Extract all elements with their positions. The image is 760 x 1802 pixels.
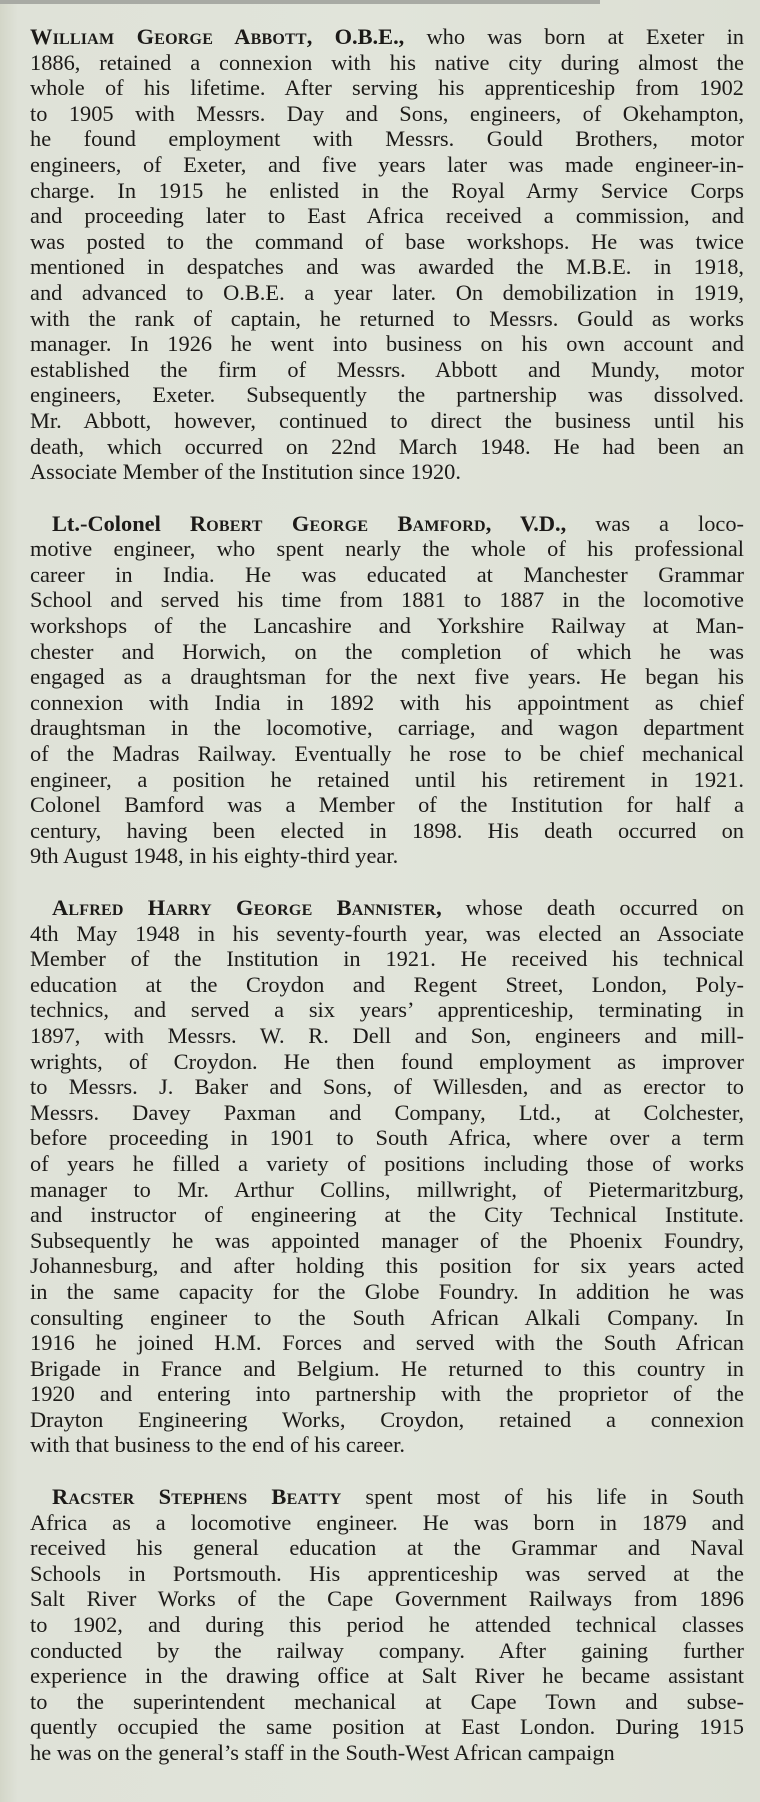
text-line: 9th August 1948, in his eighty-third year.	[30, 843, 399, 869]
person-name: Alfred Harry George Bannister	[52, 895, 437, 920]
text-line: technics, and served a six years’ apprenticeship, terminating in	[30, 997, 744, 1023]
text-line: Mr. Abbott, however, continued to direct the business until his	[30, 407, 744, 433]
text-line: engaged as a draughtsman for the next five years. He began his	[30, 664, 744, 690]
text-line: he found employment with Messrs. Gould Brothers, motor	[30, 126, 744, 152]
text-line: wrights, of Croydon. He then found employment as improver	[30, 1048, 744, 1074]
text-line: to the superintendent mechanical at Cape Town and subse-	[30, 1688, 744, 1714]
text-line: with the rank of captain, he returned to Messrs. Gould as works	[30, 305, 744, 331]
text-line: was posted to the command of base workshops. He was twice	[30, 228, 744, 254]
text-line: century, having been elected in 1898. His death occurred on	[30, 817, 744, 843]
entry-text: who was born at Exeter in	[404, 24, 745, 49]
text-line: 4th May 1948 in his seventy-fourth year, was elected an Associate	[30, 920, 744, 946]
obituary-entry-abbott	[30, 24, 744, 485]
person-honours: , V.D.,	[485, 510, 567, 536]
text-line: draughtsman in the locomotive, carriage, and wagon department	[30, 715, 744, 741]
obituary-entry-bamford	[30, 511, 744, 869]
text-line	[30, 511, 744, 537]
page-top-edge	[0, 0, 600, 4]
text-line: Drayton Engineering Works, Croydon, retained a connexion	[30, 1406, 744, 1432]
text-line: of the Madras Railway. Eventually he rose to be chief mechanical	[30, 741, 744, 767]
text-line: with that business to the end of his career.	[30, 1432, 405, 1458]
text-line: death, which occurred on 22nd March 1948. He had been an	[30, 433, 744, 459]
entry-text: whose death occurred on	[441, 895, 745, 920]
text-line: experience in the drawing office at Salt River he became assistant	[30, 1663, 744, 1689]
text-line: workshops of the Lancashire and Yorkshire Railway at Man-	[30, 613, 744, 639]
text-line: to 1905 with Messrs. Day and Sons, engineers, of Okehampton,	[30, 100, 744, 126]
text-line: engineers, of Exeter, and five years later was made engineer-in-	[30, 151, 744, 177]
person-name: Racster Stephens Beatty	[52, 1484, 342, 1510]
text-line: Associate Member of the Institution since 1920.	[30, 459, 461, 485]
text-line: engineers, Exeter. Subsequently the partnership was dissolved.	[30, 382, 744, 408]
text-line: Colonel Bamford was a Member of the Institution for half a	[30, 792, 744, 818]
text-line: conducted by the railway company. After gaining further	[30, 1637, 744, 1663]
text-line: Brigade in France and Belgium. He returned to this country in	[30, 1355, 744, 1381]
person-name: William George Abbott	[30, 24, 307, 49]
text-line: received his general education at the Grammar and Naval	[30, 1535, 744, 1561]
text-line: charge. In 1915 he enlisted in the Royal Army Service Corps	[30, 177, 744, 203]
text-line: Johannesburg, and after holding this position for six years acted	[30, 1253, 744, 1279]
text-line: mentioned in despatches and was awarded the M.B.E. in 1918,	[30, 254, 744, 280]
text-line: 1916 he joined H.M. Forces and served with the South African	[30, 1330, 744, 1356]
text-line: consulting engineer to the South African Alkali Company. In	[30, 1304, 744, 1330]
person-honours: ,	[436, 895, 442, 920]
text-line: career in India. He was educated at Manchester Grammar	[30, 561, 744, 587]
text-line: chester and Horwich, on the completion of which he was	[30, 638, 744, 664]
person-rank: Lt.-Colonel	[52, 510, 190, 536]
text-line: 1897, with Messrs. W. R. Dell and Son, engineers and mill-	[30, 1022, 744, 1048]
text-line: whole of his lifetime. After serving his apprenticeship from 1902	[30, 75, 744, 101]
obituary-entry-bannister	[30, 895, 744, 1458]
text-line	[30, 895, 744, 921]
text-line: 1920 and entering into partnership with the proprietor of the	[30, 1381, 744, 1407]
text-line: education at the Croydon and Regent Street, London, Poly-	[30, 971, 744, 997]
text-line: motive engineer, who spent nearly the whole of his professional	[30, 536, 744, 562]
text-line: manager to Mr. Arthur Collins, millwright, of Pietermaritzburg,	[30, 1176, 744, 1202]
text-line: Member of the Institution in 1921. He received his technical	[30, 946, 744, 972]
text-line	[30, 1484, 744, 1510]
text-line: engineer, a position he retained until his retirement in 1921.	[30, 766, 744, 792]
text-line: and instructor of engineering at the City Technical Institute.	[30, 1202, 744, 1228]
text-line	[30, 24, 744, 50]
text-line: to Messrs. J. Baker and Sons, of Willesden, and as erector to	[30, 1074, 744, 1100]
person-name: Robert George Bamford	[189, 510, 486, 536]
text-line: 1886, retained a connexion with his native city during almost the	[30, 49, 744, 75]
text-line: Africa as a locomotive engineer. He was born in 1879 and	[30, 1509, 744, 1535]
text-line: to 1902, and during this period he attended technical classes	[30, 1612, 744, 1638]
text-line: connexion with India in 1892 with his appointment as chief	[30, 689, 744, 715]
text-line: manager. In 1926 he went into business on his own account and	[30, 331, 744, 357]
entry-text: was a loco-	[566, 510, 744, 536]
text-line: School and served his time from 1881 to 1887 in the locomotive	[30, 587, 744, 613]
text-line: he was on the general’s staff in the South-West African campaign	[30, 1740, 615, 1765]
person-honours: , O.B.E.,	[306, 24, 405, 49]
entry-text: spent most of his life in South	[341, 1484, 744, 1510]
text-line: and proceeding later to East Africa received a commission, and	[30, 203, 744, 229]
obituary-entry-beatty	[30, 1484, 744, 1766]
text-line: quently occupied the same position at East London. During 1915	[30, 1714, 744, 1740]
text-line: Schools in Portsmouth. His apprenticeship was served at the	[30, 1560, 744, 1586]
text-line: of years he filled a variety of positions including those of works	[30, 1150, 744, 1176]
text-line: Salt River Works of the Cape Government Railways from 1896	[30, 1586, 744, 1612]
text-line: and advanced to O.B.E. a year later. On demobilization in 1919,	[30, 279, 744, 305]
text-line: established the firm of Messrs. Abbott and Mundy, motor	[30, 356, 744, 382]
obituary-page	[30, 24, 744, 1766]
text-line: before proceeding in 1901 to South Africa, where over a term	[30, 1125, 744, 1151]
text-line: in the same capacity for the Globe Foundry. In addition he was	[30, 1278, 744, 1304]
text-line: Messrs. Davey Paxman and Company, Ltd., at Colchester,	[30, 1099, 744, 1125]
text-line: Subsequently he was appointed manager of the Phoenix Foundry,	[30, 1227, 744, 1253]
